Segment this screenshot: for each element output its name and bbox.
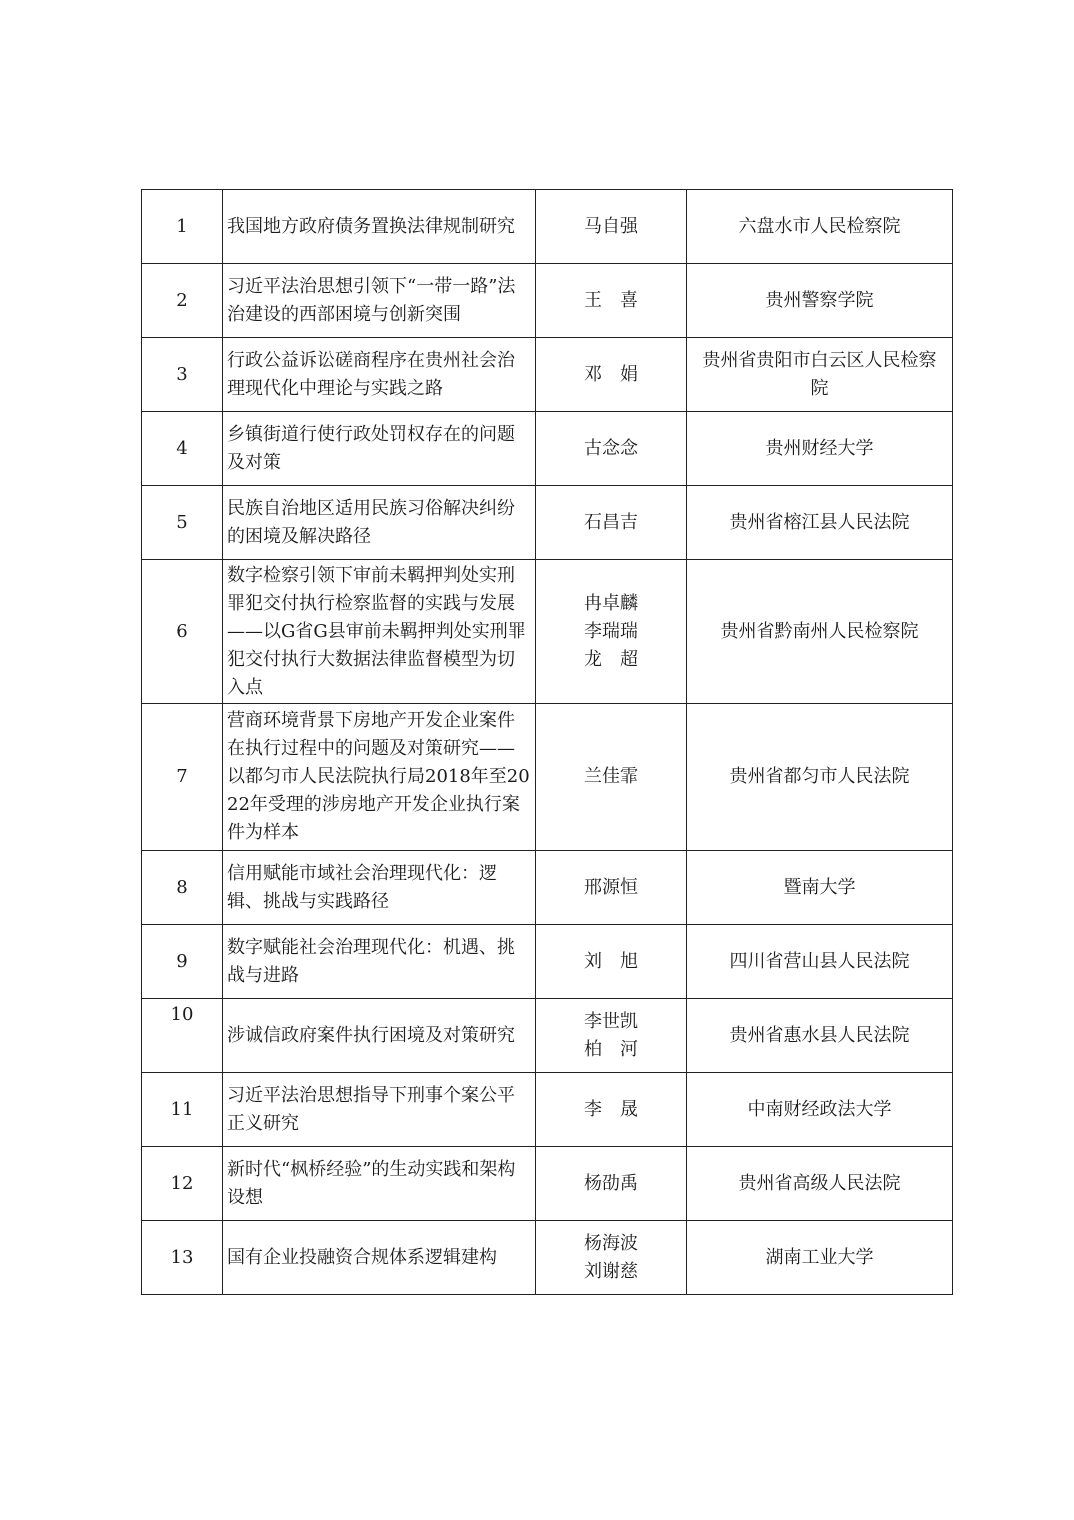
table-row <box>142 1221 953 1295</box>
affiliation: 贵州警察学院 <box>687 264 953 338</box>
author-name: 古念念 <box>584 437 638 459</box>
table-row <box>142 190 953 264</box>
author-cell <box>536 925 687 999</box>
paper-title: 乡镇街道行使行政处罚权存在的问题及对策 <box>223 412 536 486</box>
table-row <box>142 1147 953 1221</box>
row-number: 8 <box>142 851 223 925</box>
paper-title: 营商环境背景下房地产开发企业案件在执行过程中的问题及对策研究——以都匀市人民法院执行局2018年至2022年受理的涉房地产开发企业执行案件为样本 <box>223 704 536 851</box>
paper-title: 信用赋能市域社会治理现代化：逻辑、挑战与实践路径 <box>223 851 536 925</box>
table-row <box>142 264 953 338</box>
table-body <box>142 190 953 1295</box>
row-number: 2 <box>142 264 223 338</box>
paper-title: 民族自治地区适用民族习俗解决纠纷的困境及解决路径 <box>223 486 536 560</box>
table-row <box>142 925 953 999</box>
row-number: 13 <box>142 1221 223 1295</box>
paper-title: 数字赋能社会治理现代化：机遇、挑战与进路 <box>223 925 536 999</box>
affiliation: 暨南大学 <box>687 851 953 925</box>
paper-title: 涉诚信政府案件执行困境及对策研究 <box>223 999 536 1073</box>
affiliation: 贵州省都匀市人民法院 <box>687 704 953 851</box>
author-cell <box>536 412 687 486</box>
table-row <box>142 704 953 851</box>
affiliation: 中南财经政法大学 <box>687 1073 953 1147</box>
author-name: 杨劭禹 <box>584 1172 638 1194</box>
author-name: 龙 超 <box>584 648 638 670</box>
author-cell <box>536 1221 687 1295</box>
table-row <box>142 999 953 1073</box>
row-number: 3 <box>142 338 223 412</box>
author-name: 石昌吉 <box>584 511 638 533</box>
author-name: 马自强 <box>584 215 638 237</box>
author-name: 兰佳霏 <box>584 766 638 787</box>
author-name: 李 晟 <box>584 1098 638 1120</box>
row-number: 11 <box>142 1073 223 1147</box>
author-name: 刘 旭 <box>584 950 638 972</box>
paper-title: 习近平法治思想指导下刑事个案公平正义研究 <box>223 1073 536 1147</box>
affiliation: 贵州财经大学 <box>687 412 953 486</box>
row-number: 12 <box>142 1147 223 1221</box>
author-cell <box>536 999 687 1073</box>
row-number: 7 <box>142 704 223 851</box>
row-number: 10 <box>142 999 223 1073</box>
paper-title: 行政公益诉讼磋商程序在贵州社会治理现代化中理论与实践之路 <box>223 338 536 412</box>
row-number: 5 <box>142 486 223 560</box>
affiliation: 湖南工业大学 <box>687 1221 953 1295</box>
table-row <box>142 412 953 486</box>
author-name: 王 喜 <box>584 289 638 311</box>
author-cell <box>536 851 687 925</box>
affiliation: 贵州省惠水县人民法院 <box>687 999 953 1073</box>
table-row <box>142 486 953 560</box>
row-number: 9 <box>142 925 223 999</box>
author-cell <box>536 190 687 264</box>
author-cell <box>536 264 687 338</box>
row-number: 4 <box>142 412 223 486</box>
paper-title: 数字检察引领下审前未羁押判处实刑罪犯交付执行检察监督的实践与发展——以G省G县审前未羁押判处实刑罪犯交付执行大数据法律监督模型为切入点 <box>223 560 536 704</box>
affiliation: 六盘水市人民检察院 <box>687 190 953 264</box>
paper-title: 国有企业投融资合规体系逻辑建构 <box>223 1221 536 1295</box>
author-cell <box>536 486 687 560</box>
paper-title: 我国地方政府债务置换法律规制研究 <box>223 190 536 264</box>
affiliation: 贵州省黔南州人民检察院 <box>687 560 953 704</box>
author-name: 冉卓麟 <box>584 592 638 614</box>
author-name: 柏 河 <box>584 1038 638 1060</box>
paper-title: 习近平法治思想引领下“一带一路”法治建设的西部困境与创新突围 <box>223 264 536 338</box>
author-cell <box>536 338 687 412</box>
table-row <box>142 851 953 925</box>
author-cell <box>536 1073 687 1147</box>
table-row <box>142 560 953 704</box>
affiliation: 四川省营山县人民法院 <box>687 925 953 999</box>
paper-title: 新时代“枫桥经验”的生动实践和架构设想 <box>223 1147 536 1221</box>
author-name: 邢源恒 <box>584 876 638 898</box>
author-name: 李世凯 <box>584 1010 638 1032</box>
row-number: 1 <box>142 190 223 264</box>
table-row <box>142 338 953 412</box>
author-name: 刘谢慈 <box>584 1260 638 1282</box>
author-name: 李瑞瑞 <box>584 620 638 642</box>
author-cell <box>536 560 687 704</box>
table-row <box>142 1073 953 1147</box>
author-name: 杨海波 <box>584 1232 638 1254</box>
row-number: 6 <box>142 560 223 704</box>
author-cell <box>536 704 687 851</box>
affiliation: 贵州省高级人民法院 <box>687 1147 953 1221</box>
affiliation: 贵州省贵阳市白云区人民检察院 <box>687 338 953 412</box>
author-name: 邓 娟 <box>584 363 638 385</box>
award-list-table <box>141 189 953 1295</box>
author-cell <box>536 1147 687 1221</box>
affiliation: 贵州省榕江县人民法院 <box>687 486 953 560</box>
